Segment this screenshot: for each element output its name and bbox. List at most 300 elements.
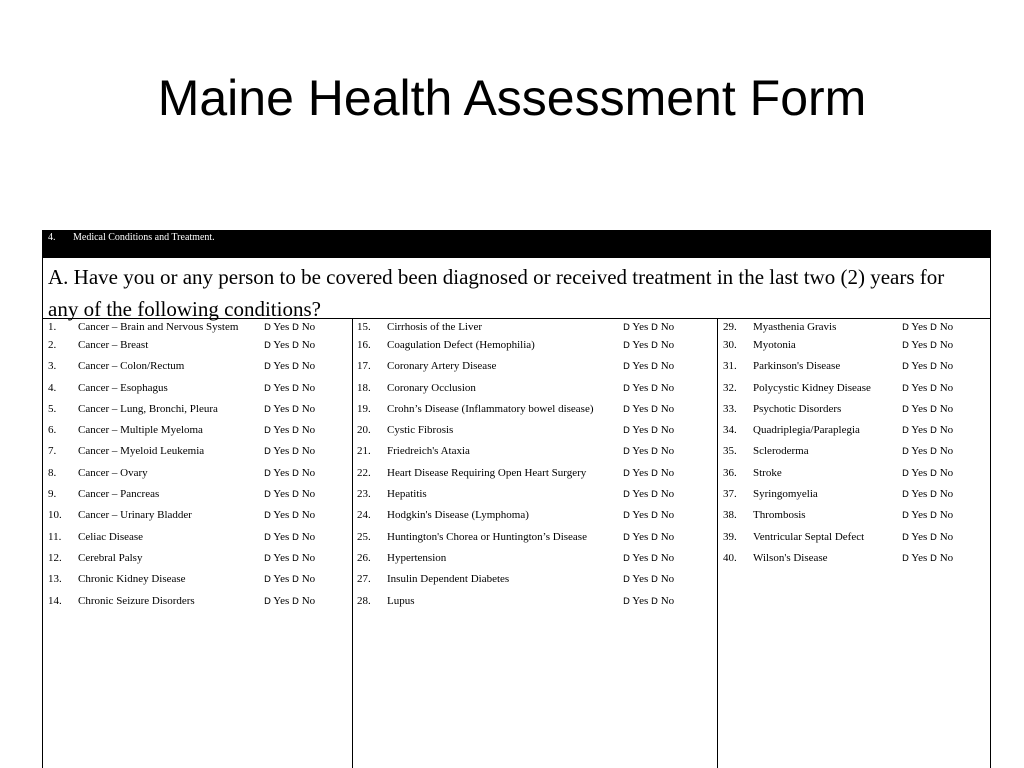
condition-label: Cirrhosis of the Liver [387, 321, 483, 333]
no-label: No [660, 445, 675, 458]
yes-no-options [902, 378, 953, 400]
yes-label: Yes [273, 530, 290, 543]
no-label: No [939, 424, 954, 437]
condition-label: Scleroderma [753, 445, 809, 458]
condition-row [718, 441, 990, 462]
yes-checkbox[interactable]: D [264, 511, 271, 522]
yes-checkbox[interactable]: D [623, 362, 630, 373]
condition-row [43, 527, 352, 548]
yes-checkbox[interactable]: D [902, 404, 909, 415]
condition-label: Wilson's Disease [753, 551, 828, 564]
no-label: No [301, 594, 316, 607]
condition-row [352, 548, 717, 569]
yes-checkbox[interactable]: D [623, 553, 630, 564]
condition-row [43, 356, 352, 377]
yes-checkbox[interactable]: D [902, 447, 909, 458]
yes-no-options [623, 505, 674, 527]
condition-number: 14. [48, 594, 62, 607]
yes-label: Yes [911, 381, 928, 394]
condition-row [718, 356, 990, 377]
no-label: No [301, 551, 316, 564]
no-label: No [939, 339, 954, 351]
yes-label: Yes [632, 381, 649, 394]
no-label: No [301, 509, 316, 522]
no-label: No [660, 381, 675, 394]
no-label: No [939, 381, 954, 394]
yes-checkbox[interactable]: D [264, 426, 271, 437]
condition-number: 12. [48, 551, 62, 564]
section-number: 4. [48, 232, 56, 243]
section-label: Medical Conditions and Treatment. [73, 232, 215, 243]
condition-number: 24. [357, 509, 371, 522]
condition-row [352, 335, 717, 356]
no-checkbox[interactable]: D [930, 511, 937, 522]
yes-no-options [902, 319, 953, 336]
condition-label: Myotonia [753, 339, 796, 351]
condition-label: Stroke [753, 466, 782, 479]
yes-checkbox[interactable]: D [902, 468, 909, 479]
no-checkbox[interactable]: D [651, 362, 658, 373]
condition-number: 22. [357, 466, 371, 479]
yes-label: Yes [273, 594, 290, 607]
condition-label: Hypertension [387, 551, 447, 564]
condition-label: Lupus [387, 594, 415, 607]
yes-label: Yes [911, 424, 928, 437]
no-checkbox[interactable]: D [292, 575, 299, 586]
no-label: No [939, 360, 954, 373]
yes-no-options [623, 420, 674, 442]
yes-checkbox[interactable]: D [623, 404, 630, 415]
no-label: No [939, 551, 954, 564]
yes-checkbox[interactable]: D [264, 383, 271, 394]
yes-no-options [902, 484, 953, 506]
condition-label: Quadriplegia/Paraplegia [753, 424, 860, 437]
condition-row [718, 378, 990, 399]
yes-label: Yes [632, 488, 649, 501]
no-checkbox[interactable]: D [651, 490, 658, 501]
yes-checkbox[interactable]: D [623, 596, 630, 607]
yes-checkbox[interactable]: D [902, 511, 909, 522]
no-checkbox[interactable]: D [651, 426, 658, 437]
yes-no-options [623, 441, 674, 463]
no-checkbox[interactable]: D [292, 323, 299, 333]
condition-number: 25. [357, 530, 371, 543]
yes-no-options [902, 548, 953, 570]
condition-number: 30. [723, 339, 737, 351]
condition-row [718, 335, 990, 356]
yes-checkbox[interactable]: D [264, 468, 271, 479]
condition-label: Cancer – Urinary Bladder [78, 509, 192, 522]
no-label: No [301, 488, 316, 501]
no-label: No [660, 321, 675, 333]
condition-label: Cancer – Ovary [78, 466, 148, 479]
condition-label: Chronic Kidney Disease [78, 573, 186, 586]
no-checkbox[interactable]: D [292, 341, 299, 351]
no-label: No [939, 530, 954, 543]
yes-label: Yes [273, 321, 290, 333]
condition-number: 13. [48, 573, 62, 586]
yes-no-options [264, 463, 315, 485]
condition-row [43, 484, 352, 505]
condition-label: Cancer – Brain and Nervous System [78, 321, 239, 333]
no-checkbox[interactable]: D [292, 490, 299, 501]
no-checkbox[interactable]: D [292, 447, 299, 458]
no-checkbox[interactable]: D [651, 468, 658, 479]
yes-label: Yes [911, 509, 928, 522]
no-checkbox[interactable]: D [930, 323, 937, 333]
condition-row [352, 505, 717, 526]
yes-label: Yes [273, 402, 290, 415]
no-label: No [939, 466, 954, 479]
no-checkbox[interactable]: D [292, 596, 299, 607]
condition-row [718, 319, 990, 335]
condition-label: Cancer – Pancreas [78, 488, 160, 501]
yes-label: Yes [273, 573, 290, 586]
no-checkbox[interactable]: D [930, 532, 937, 543]
conditions-column-2 [352, 319, 718, 768]
yes-no-options [264, 505, 315, 527]
no-checkbox[interactable]: D [292, 553, 299, 564]
condition-number: 26. [357, 551, 371, 564]
condition-label: Coronary Occlusion [387, 381, 476, 394]
condition-row [43, 420, 352, 441]
yes-no-options [902, 463, 953, 485]
yes-checkbox[interactable]: D [902, 426, 909, 437]
condition-number: 1. [48, 321, 57, 333]
yes-no-options [902, 335, 953, 357]
condition-row [352, 319, 717, 335]
no-label: No [301, 530, 316, 543]
no-label: No [301, 381, 316, 394]
no-label: No [660, 573, 675, 586]
yes-checkbox[interactable]: D [264, 532, 271, 543]
yes-checkbox[interactable]: D [623, 447, 630, 458]
yes-checkbox[interactable]: D [264, 323, 271, 333]
yes-checkbox[interactable]: D [623, 323, 630, 333]
no-label: No [939, 488, 954, 501]
condition-label: Cancer – Multiple Myeloma [78, 424, 203, 437]
yes-label: Yes [273, 381, 290, 394]
condition-row [43, 319, 352, 335]
no-label: No [301, 360, 316, 373]
yes-checkbox[interactable]: D [623, 468, 630, 479]
condition-number: 35. [723, 445, 737, 458]
question-text: A. Have you or any person to be covered been diagnosed or received treatment in the last two (2) years for any of the following conditions? [48, 265, 945, 321]
condition-number: 15. [357, 321, 371, 333]
no-checkbox[interactable]: D [930, 553, 937, 564]
no-checkbox[interactable]: D [930, 404, 937, 415]
no-label: No [660, 424, 675, 437]
yes-label: Yes [911, 321, 928, 333]
condition-label: Friedreich's Ataxia [387, 445, 470, 458]
condition-label: Huntington's Chorea or Huntington’s Disease [387, 530, 587, 543]
yes-checkbox[interactable]: D [623, 532, 630, 543]
no-label: No [660, 466, 675, 479]
condition-row [43, 591, 352, 612]
page-title: Maine Health Assessment Form [157, 70, 867, 126]
yes-no-options [264, 569, 315, 591]
yes-checkbox[interactable]: D [264, 596, 271, 607]
yes-label: Yes [632, 594, 649, 607]
yes-label: Yes [911, 339, 928, 351]
condition-number: 18. [357, 381, 371, 394]
conditions-column-3 [718, 319, 991, 768]
yes-label: Yes [632, 339, 649, 351]
condition-row [718, 484, 990, 505]
yes-checkbox[interactable]: D [623, 426, 630, 437]
no-checkbox[interactable]: D [651, 447, 658, 458]
yes-no-options [623, 463, 674, 485]
yes-no-options [264, 420, 315, 442]
condition-row [352, 527, 717, 548]
yes-checkbox[interactable]: D [623, 383, 630, 394]
condition-number: 3. [48, 360, 57, 373]
no-checkbox[interactable]: D [651, 596, 658, 607]
no-label: No [301, 321, 316, 333]
yes-no-options [264, 591, 315, 613]
no-label: No [660, 360, 675, 373]
condition-label: Hepatitis [387, 488, 427, 501]
yes-no-options [264, 527, 315, 549]
no-checkbox[interactable]: D [930, 447, 937, 458]
yes-checkbox[interactable]: D [623, 341, 630, 351]
yes-checkbox[interactable]: D [623, 490, 630, 501]
condition-label: Myasthenia Gravis [753, 321, 837, 333]
condition-number: 8. [48, 466, 57, 479]
yes-label: Yes [632, 321, 649, 333]
condition-row [718, 505, 990, 526]
yes-label: Yes [632, 573, 649, 586]
yes-checkbox[interactable]: D [902, 362, 909, 373]
yes-checkbox[interactable]: D [902, 532, 909, 543]
yes-checkbox[interactable]: D [623, 575, 630, 586]
condition-label: Cystic Fibrosis [387, 424, 454, 437]
condition-number: 4. [48, 381, 57, 394]
yes-checkbox[interactable]: D [623, 511, 630, 522]
yes-checkbox[interactable]: D [902, 553, 909, 564]
condition-number: 5. [48, 402, 57, 415]
yes-no-options [264, 378, 315, 400]
condition-label: Celiac Disease [78, 530, 144, 543]
yes-label: Yes [911, 466, 928, 479]
condition-label: Cancer – Esophagus [78, 381, 168, 394]
yes-label: Yes [632, 360, 649, 373]
yes-checkbox[interactable]: D [264, 362, 271, 373]
no-checkbox[interactable]: D [651, 575, 658, 586]
yes-no-options [902, 505, 953, 527]
no-checkbox[interactable]: D [651, 404, 658, 415]
no-checkbox[interactable]: D [930, 426, 937, 437]
condition-label: Thrombosis [753, 509, 806, 522]
condition-label: Cancer – Breast [78, 339, 149, 351]
no-checkbox[interactable]: D [651, 383, 658, 394]
yes-no-options [264, 356, 315, 378]
yes-label: Yes [273, 509, 290, 522]
yes-label: Yes [911, 551, 928, 564]
condition-label: Heart Disease Requiring Open Heart Surgery [387, 466, 587, 479]
yes-label: Yes [273, 360, 290, 373]
yes-checkbox[interactable]: D [264, 575, 271, 586]
condition-label: Crohn’s Disease (Inflammatory bowel disease) [387, 402, 594, 415]
yes-checkbox[interactable]: D [902, 323, 909, 333]
no-checkbox[interactable]: D [651, 341, 658, 351]
condition-row [718, 420, 990, 441]
yes-no-options [264, 319, 315, 336]
yes-label: Yes [911, 445, 928, 458]
condition-row [718, 399, 990, 420]
yes-checkbox[interactable]: D [264, 490, 271, 501]
condition-row [352, 420, 717, 441]
yes-checkbox[interactable]: D [902, 341, 909, 351]
yes-no-options [902, 441, 953, 463]
no-checkbox[interactable]: D [292, 426, 299, 437]
no-checkbox[interactable]: D [292, 362, 299, 373]
condition-number: 11. [48, 530, 62, 543]
condition-label: Cerebral Palsy [78, 551, 143, 564]
no-checkbox[interactable]: D [930, 490, 937, 501]
no-label: No [660, 488, 675, 501]
yes-label: Yes [632, 445, 649, 458]
yes-label: Yes [632, 530, 649, 543]
condition-row [718, 548, 990, 569]
yes-checkbox[interactable]: D [264, 341, 271, 351]
condition-label: Cancer – Lung, Bronchi, Pleura [78, 402, 218, 415]
no-checkbox[interactable]: D [292, 511, 299, 522]
yes-no-options [902, 399, 953, 421]
no-checkbox[interactable]: D [292, 532, 299, 543]
condition-row [43, 569, 352, 590]
yes-label: Yes [273, 424, 290, 437]
no-checkbox[interactable]: D [930, 341, 937, 351]
condition-row [43, 378, 352, 399]
yes-no-options [623, 378, 674, 400]
condition-label: Cancer – Myeloid Leukemia [78, 445, 205, 458]
section-header [42, 230, 991, 258]
condition-row [43, 441, 352, 462]
no-checkbox[interactable]: D [930, 362, 937, 373]
yes-no-options [623, 484, 674, 506]
no-label: No [660, 402, 675, 415]
condition-number: 40. [723, 551, 737, 564]
no-label: No [301, 445, 316, 458]
no-checkbox[interactable]: D [930, 468, 937, 479]
yes-checkbox[interactable]: D [264, 553, 271, 564]
condition-label: Ventricular Septal Defect [753, 530, 865, 543]
no-label: No [939, 445, 954, 458]
condition-number: 9. [48, 488, 57, 501]
condition-label: Polycystic Kidney Disease [753, 381, 871, 394]
yes-no-options [623, 319, 674, 336]
condition-number: 37. [723, 488, 737, 501]
yes-label: Yes [273, 551, 290, 564]
no-label: No [939, 509, 954, 522]
yes-label: Yes [632, 551, 649, 564]
no-label: No [939, 321, 954, 333]
condition-row [43, 548, 352, 569]
condition-row [352, 378, 717, 399]
condition-number: 10. [48, 509, 62, 522]
condition-number: 39. [723, 530, 737, 543]
yes-label: Yes [273, 339, 290, 351]
yes-checkbox[interactable]: D [264, 404, 271, 415]
condition-number: 38. [723, 509, 737, 522]
condition-row [352, 441, 717, 462]
yes-label: Yes [911, 530, 928, 543]
no-label: No [660, 509, 675, 522]
no-checkbox[interactable]: D [292, 383, 299, 394]
no-checkbox[interactable]: D [930, 383, 937, 394]
no-label: No [301, 573, 316, 586]
yes-no-options [623, 356, 674, 378]
conditions-column-1 [42, 319, 353, 768]
condition-number: 21. [357, 445, 371, 458]
yes-label: Yes [273, 466, 290, 479]
no-label: No [660, 551, 675, 564]
condition-label: Psychotic Disorders [753, 402, 842, 415]
condition-number: 19. [357, 402, 371, 415]
yes-label: Yes [632, 466, 649, 479]
health-assessment-form [42, 230, 991, 768]
no-checkbox[interactable]: D [651, 511, 658, 522]
yes-no-options [902, 527, 953, 549]
yes-no-options [264, 399, 315, 421]
condition-label: Chronic Seizure Disorders [78, 594, 195, 607]
yes-no-options [902, 356, 953, 378]
condition-label: Coronary Artery Disease [387, 360, 497, 373]
no-checkbox[interactable]: D [651, 323, 658, 333]
condition-row [352, 356, 717, 377]
condition-row [43, 505, 352, 526]
yes-checkbox[interactable]: D [902, 383, 909, 394]
no-label: No [301, 402, 316, 415]
no-checkbox[interactable]: D [651, 553, 658, 564]
condition-number: 20. [357, 424, 371, 437]
yes-no-options [623, 591, 674, 613]
condition-row [43, 463, 352, 484]
no-label: No [660, 594, 675, 607]
no-checkbox[interactable]: D [292, 468, 299, 479]
no-label: No [939, 402, 954, 415]
condition-row [352, 399, 717, 420]
no-label: No [301, 339, 316, 351]
condition-number: 23. [357, 488, 371, 501]
no-label: No [301, 424, 316, 437]
yes-label: Yes [632, 424, 649, 437]
condition-number: 32. [723, 381, 737, 394]
yes-no-options [623, 569, 674, 591]
yes-checkbox[interactable]: D [902, 490, 909, 501]
yes-no-options [623, 527, 674, 549]
condition-row [43, 399, 352, 420]
yes-no-options [623, 548, 674, 570]
condition-row [43, 335, 352, 356]
no-checkbox[interactable]: D [651, 532, 658, 543]
yes-no-options [264, 484, 315, 506]
yes-label: Yes [632, 402, 649, 415]
yes-label: Yes [911, 360, 928, 373]
condition-label: Cancer – Colon/Rectum [78, 360, 185, 373]
condition-row [352, 591, 717, 612]
condition-row [352, 463, 717, 484]
no-label: No [301, 466, 316, 479]
yes-label: Yes [273, 488, 290, 501]
condition-number: 34. [723, 424, 737, 437]
yes-checkbox[interactable]: D [264, 447, 271, 458]
no-checkbox[interactable]: D [292, 404, 299, 415]
condition-number: 28. [357, 594, 371, 607]
condition-number: 7. [48, 445, 57, 458]
condition-label: Hodgkin's Disease (Lymphoma) [387, 509, 529, 522]
